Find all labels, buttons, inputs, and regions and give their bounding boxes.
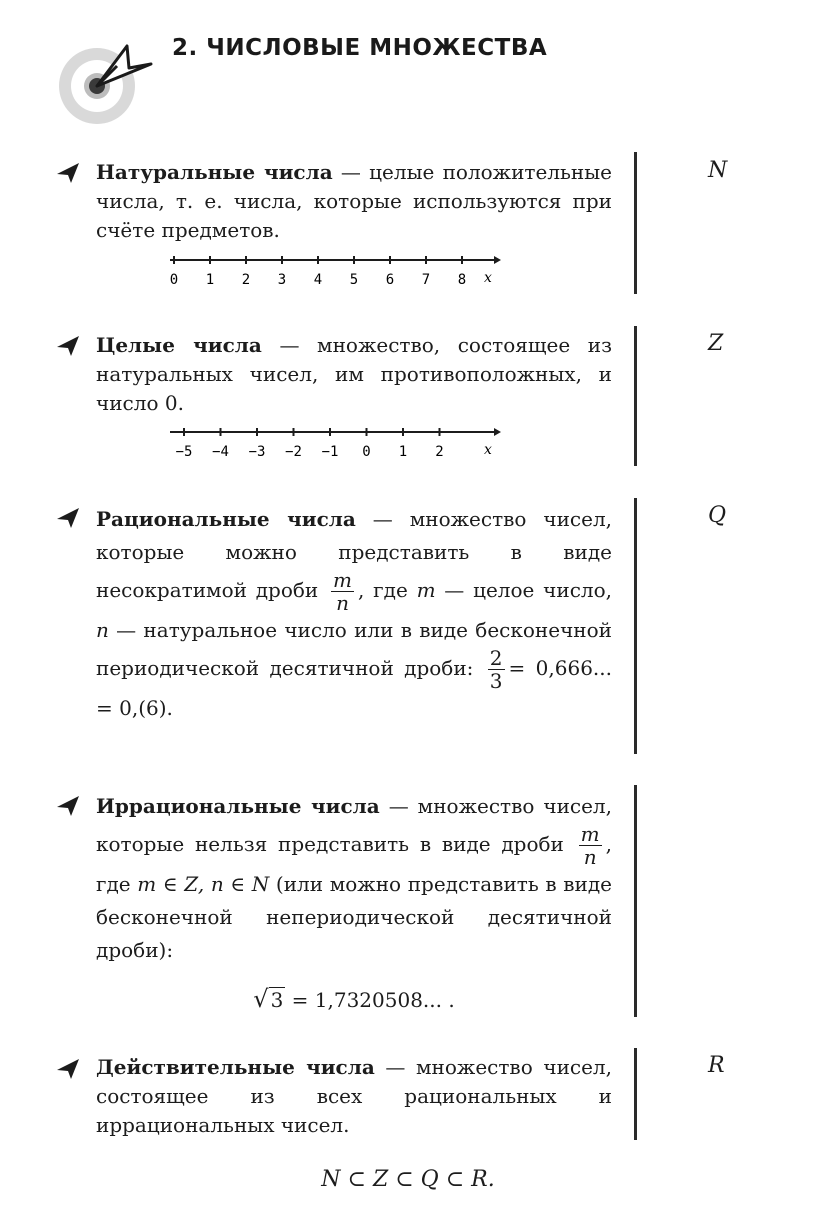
tick-label: 6: [385, 272, 395, 288]
symbol-natural: N: [708, 158, 728, 183]
fraction-two-thirds: $\frac{2}{3}$: [489, 646, 503, 693]
tick-label: 7: [421, 272, 431, 288]
tick-label: 4: [313, 272, 323, 288]
integer-number-line: [166, 422, 501, 464]
divider: [634, 498, 637, 754]
page-title: 2. ЧИСЛОВЫЕ МНОЖЕСТВА: [172, 35, 548, 61]
natural-number-line: [166, 250, 501, 292]
divider: [634, 326, 637, 466]
tick-label: −2: [285, 444, 302, 460]
term-real: Действительные числа: [96, 1055, 375, 1079]
bullet-arrow-icon: [56, 795, 80, 817]
bullet-arrow-icon: [56, 1058, 80, 1080]
divider: [634, 1048, 637, 1140]
sqrt-example: √ 3 = 1,7320508... .: [253, 985, 455, 1013]
rational-example: = 0,666... = 0,(6).: [96, 656, 612, 720]
tick-label: −4: [212, 444, 229, 460]
subset-chain: N ⊂ Z ⊂ Q ⊂ R.: [321, 1167, 495, 1192]
symbol-rational: Q: [708, 503, 727, 528]
sqrt-sign: √: [253, 985, 269, 1013]
irrational-condition: m ∈ Z, n ∈ N: [137, 872, 270, 896]
divider: [634, 785, 637, 1017]
term-natural: Натуральные числа: [96, 160, 333, 184]
real-text: — множество чисел, состоящее из всех рациональных и иррациональных чисел.: [96, 1055, 612, 1137]
natural-text: — целые положительные числа, т. е. числа, которые используются при счёте предметов.: [96, 160, 612, 242]
fraction-m-over-n: $\frac{m}{n}$: [333, 568, 353, 615]
tick-label: −3: [248, 444, 266, 460]
fraction-m-over-n: $\frac{m}{n}$: [580, 822, 600, 869]
axis-label: x: [484, 442, 492, 458]
divider: [634, 152, 637, 294]
rational-text-1: — множество чисел, которые можно представить в виде несократимой дроби: [96, 507, 613, 602]
tick-label: 1: [205, 272, 215, 288]
tick-label: 3: [277, 272, 287, 288]
axis-label: x: [484, 270, 492, 286]
target-arrow-icon: [55, 38, 155, 128]
rational-definition: Рациональные числа — множество чисел, которые можно представить в виде несократимой дроби $\frac{m}{n}$ , где m — целое число, n — натуральное число или в виде бесконечной периодической десятичной дроби: $\frac{2}{3}$ = 0,666... = 0,(6).: [96, 507, 613, 720]
tick-label: 8: [457, 272, 467, 288]
term-rational: Рациональные числа: [96, 507, 356, 531]
tick-label: −1: [321, 444, 339, 460]
tick-label: 0: [362, 444, 371, 460]
tick-label: −5: [175, 444, 193, 460]
irrational-definition: Иррациональные числа — множество чисел, которые нельзя представить в виде дроби $\frac{m}{n}$ , где m ∈ Z, n ∈ N (или можно представить в виде бесконечной непериодической десятичной дроби):: [96, 794, 612, 962]
irrational-text-1: — множество чисел, которые нельзя представить в виде дроби: [96, 794, 612, 856]
integer-text: — множество, состоящее из натуральных чисел, им противоположных, и число 0.: [96, 333, 612, 415]
bullet-arrow-icon: [56, 335, 80, 357]
tick-label: 5: [349, 272, 359, 288]
symbol-real: R: [708, 1053, 725, 1078]
real-definition: [96, 1053, 612, 1140]
symbol-integer: Z: [708, 331, 724, 356]
tick-label: 2: [241, 272, 251, 288]
tick-label: 1: [398, 444, 408, 460]
integer-definition: [96, 331, 612, 418]
bullet-arrow-icon: [56, 507, 80, 529]
bullet-arrow-icon: [56, 162, 80, 184]
tick-label: 0: [169, 272, 179, 288]
tick-label: 2: [435, 444, 444, 460]
term-irrational: Иррациональные числа: [96, 794, 380, 818]
term-integer: Целые числа: [96, 333, 262, 357]
natural-definition: [96, 158, 612, 245]
